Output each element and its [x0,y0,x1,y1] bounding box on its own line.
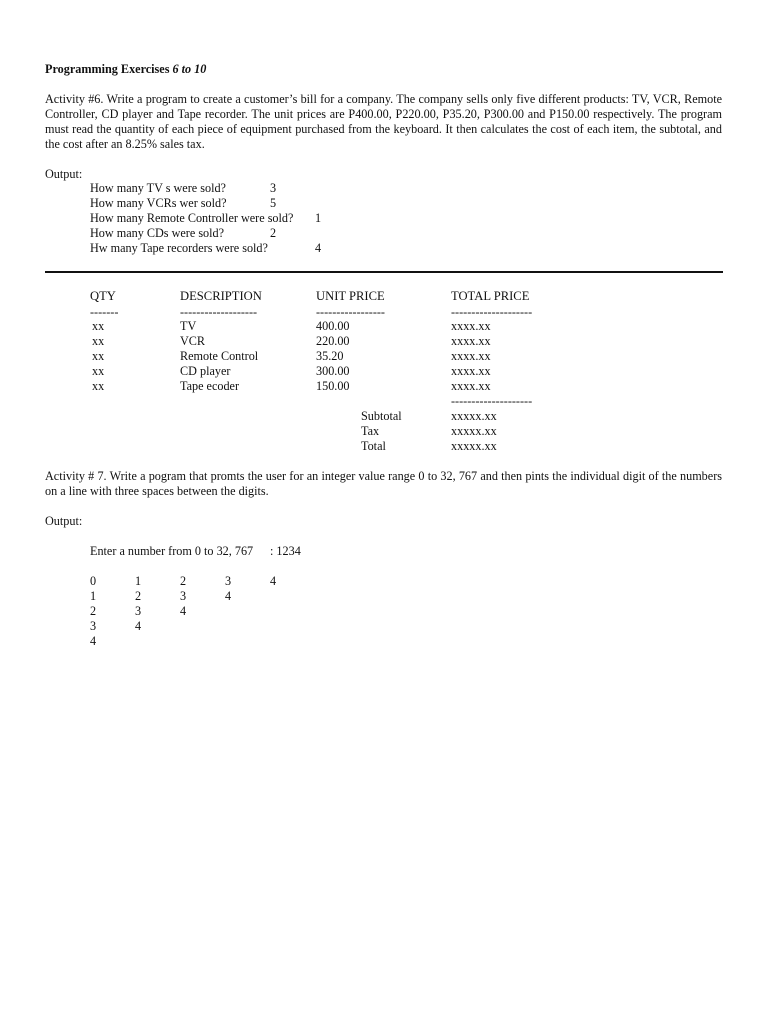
table-cell-total-price: xxxx.xx [451,379,491,393]
table-header-total-price: TOTAL PRICE [451,289,530,303]
question-answer: 4 [315,241,322,255]
summary-label: Total [361,439,386,453]
digit: 3 [90,619,97,633]
table-cell-unit-price: 220.00 [316,334,350,348]
page-title [45,62,206,77]
table-cell-description: CD player [180,364,231,378]
table-cell-total-price: xxxx.xx [451,334,491,348]
activity7-output-label: Output: [45,514,83,528]
digit: 1 [135,574,142,588]
question-label: How many VCRs wer sold? [90,196,227,210]
section-divider [45,271,723,273]
table-cell-unit-price: 300.00 [316,364,350,378]
table-header-unit-price: UNIT PRICE [316,289,385,303]
digit: 2 [135,589,142,603]
question-answer: 3 [270,181,277,195]
summary-label: Tax [361,424,380,438]
activity6-description: Activity #6. Write a program to create a customer’s bill for a company. The company sells only five different products: TV, VCR, Remote Controller, CD player and Tape recorder. The unit prices are P400.00, P220.00, P35.20, P300.00 and P150.00 respectively. The program must read the quantity of each piece of equipment purchased from the keyboard. It then calculates the cost of each item, the subtotal, and the cost after an 8.25% sales tax. [45,92,722,151]
digit: 3 [180,589,187,603]
table-cell-description: TV [180,319,197,333]
number-prompt: Enter a number from 0 to 32, 767 [90,544,254,558]
table-cell-total-price: xxxx.xx [451,319,491,333]
digit: 3 [135,604,142,618]
summary-value: xxxxx.xx [451,439,497,453]
question-answer: 5 [270,196,277,210]
digit: 1 [90,589,97,603]
table-dash-line: ------- [90,305,119,319]
table-cell-unit-price: 400.00 [316,319,350,333]
question-label: How many CDs were sold? [90,226,225,240]
activity6-output-label: Output: [45,167,83,181]
table-cell-qty: xx [92,379,105,393]
digit: 4 [180,604,187,618]
question-answer: 1 [315,211,322,225]
digit: 3 [225,574,232,588]
activity7-description: Activity # 7. Write a pogram that promts the user for an integer value range 0 to 32, 767 and then pints the individual digit of the numbers on a line with three spaces between the digits. [45,469,722,498]
table-cell-total-price: xxxx.xx [451,364,491,378]
table-dash-line: ----------------- [316,305,385,319]
question-answer: 2 [270,226,277,240]
question-label: How many Remote Controller were sold? [90,211,294,225]
table-dash-line: -------------------- [451,305,533,319]
table-cell-qty: xx [92,319,105,333]
total-dash-line: -------------------- [451,394,533,408]
table-cell-qty: xx [92,364,105,378]
table-cell-qty: xx [92,349,105,363]
question-label: Hw many Tape recorders were sold? [90,241,268,255]
digit: 2 [90,604,97,618]
table-cell-unit-price: 35.20 [316,349,344,363]
table-header-qty: QTY [90,289,116,303]
table-cell-unit-price: 150.00 [316,379,350,393]
number-input-value: : 1234 [270,544,301,558]
summary-value: xxxxx.xx [451,409,497,423]
title-main: Programming Exercises [45,62,173,76]
question-label: How many TV s were sold? [90,181,226,195]
table-cell-description: Tape ecoder [180,379,240,393]
table-cell-description: VCR [180,334,206,348]
summary-value: xxxxx.xx [451,424,497,438]
digit: 0 [90,574,97,588]
table-cell-total-price: xxxx.xx [451,349,491,363]
digit: 4 [135,619,142,633]
digit: 4 [270,574,277,588]
digit: 2 [180,574,187,588]
table-dash-line: ------------------- [180,305,258,319]
title-range: 6 to 10 [172,62,207,76]
digit: 4 [90,634,97,648]
summary-label: Subtotal [361,409,402,423]
table-header-description: DESCRIPTION [180,289,262,303]
table-cell-qty: xx [92,334,105,348]
table-cell-description: Remote Control [180,349,259,363]
digit: 4 [225,589,232,603]
